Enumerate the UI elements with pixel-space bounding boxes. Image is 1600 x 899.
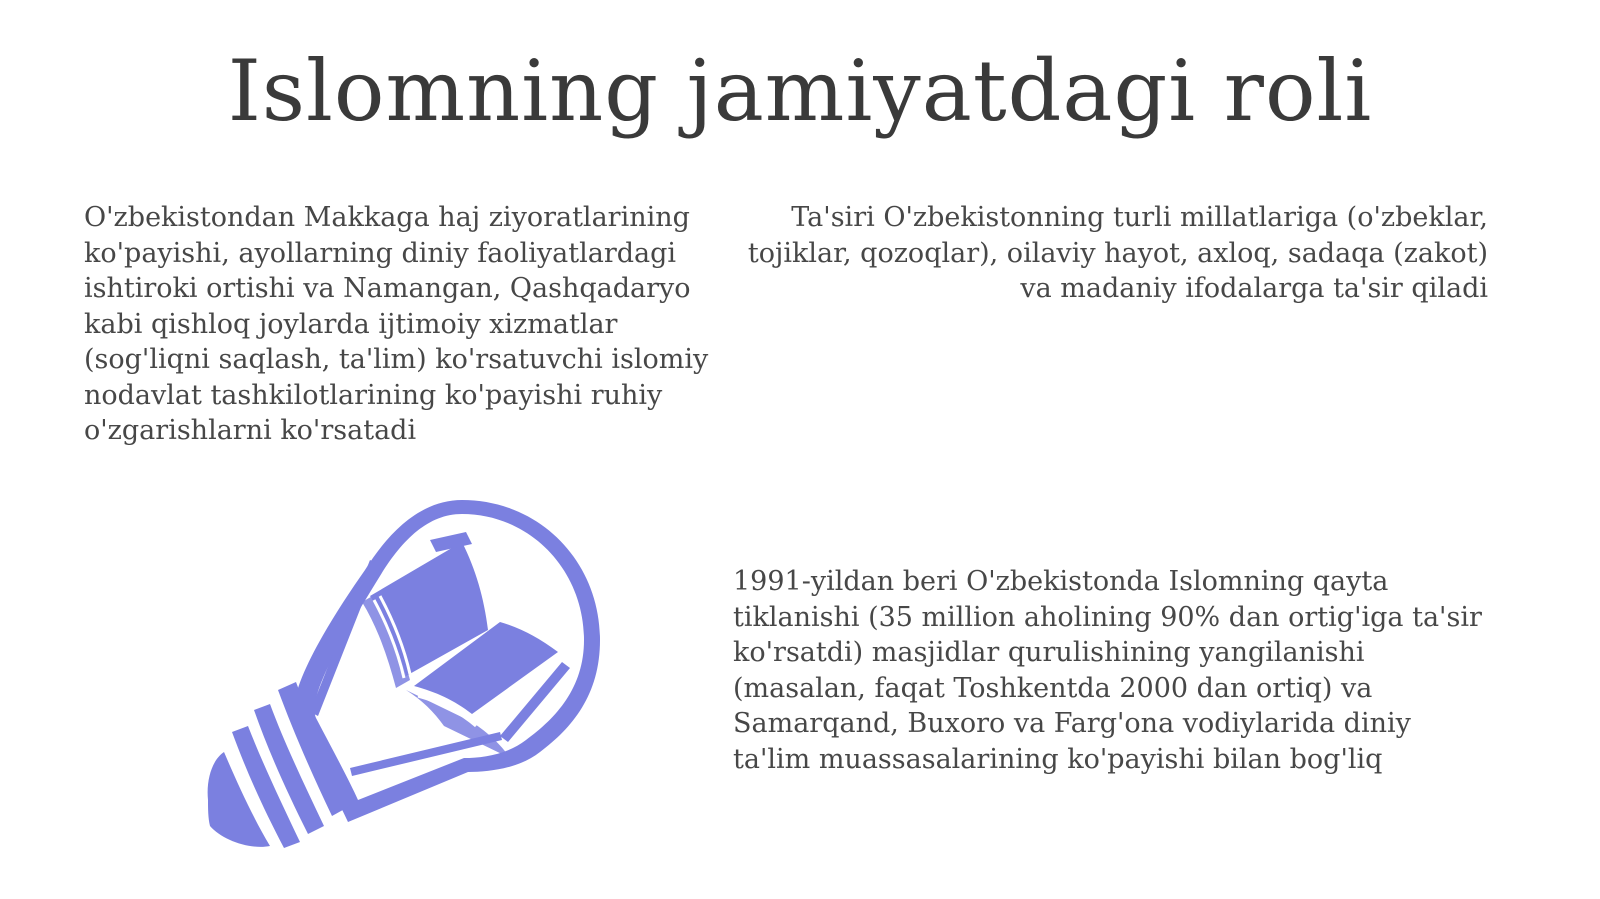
- text-block-revival: 1991-yildan beri O'zbekistonda Islomning qayta tiklanishi (35 million aholining 90% dan ortig'iga ta'sir ko'rsatdi) masjidlar qurulishining yangilanishi (masalan, faqat Toshkentda 2000 dan ortiq) va Samarqand, Buxoro va Farg'ona vodiylarida diniy ta'lim muassasalarining ko'payishi bilan bog'liq: [733, 566, 1482, 775]
- slide-title: Islomning jamiyatdagi roli: [227, 42, 1373, 140]
- text-block-influence: Ta'siri O'zbekistonning turli millatlariga (o'zbeklar, tojiklar, qozoqlar), oilaviy hayot, axloq, sadaqa (zakot) va madaniy ifodalarga ta'sir qiladi: [747, 202, 1488, 304]
- lightbulb-book-icon: [200, 500, 620, 850]
- text-block-pilgrimage: O'zbekistondan Makkaga haj ziyoratlarining ko'payishi, ayollarning diniy faoliyatlardagi ishtiroki ortishi va Namangan, Qashqadaryo kabi qishloq joylarda ijtimoiy xizmatlar (sog'liqni saqlash, ta'lim) ko'rsatuvchi islomiy nodavlat tashkilotlarining ko'payishi ruhiy o'zgarishlarni ko'rsatadi: [84, 202, 709, 446]
